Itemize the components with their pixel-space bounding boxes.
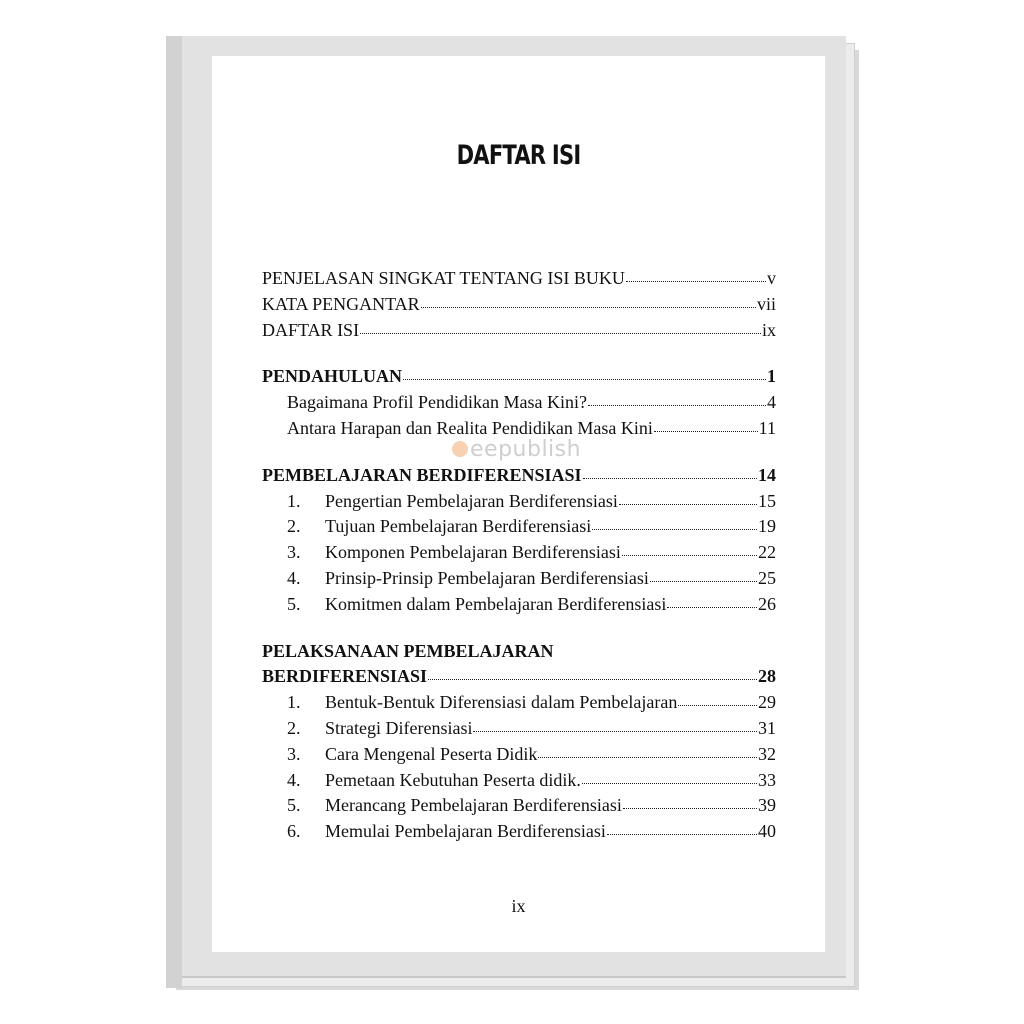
toc-entry-page: 40 (758, 821, 776, 842)
toc-entry-number: 4. (287, 567, 301, 588)
toc-chapter-page: 14 (758, 464, 776, 485)
toc-entry-label: Komponen Pembelajaran Berdiferensiasi (325, 542, 621, 563)
toc-entry-label: Memulai Pembelajaran Berdiferensiasi (325, 821, 606, 842)
toc-leader-dots (592, 529, 757, 530)
toc-entry-label: DAFTAR ISI (262, 319, 360, 340)
toc-entry (262, 491, 776, 517)
toc-entry-label: Cara Mengenal Peserta Didik (325, 743, 538, 764)
toc-chapter-title: PEMBELAJARAN BERDIFERENSIASI (262, 464, 582, 485)
toc-leader-dots (667, 607, 757, 608)
toc-entry-label: Pemetaan Kebutuhan Peserta didik. (325, 769, 581, 790)
toc-leader-dots (583, 478, 757, 479)
toc-entry (262, 692, 776, 718)
toc-entry-label: Merancang Pembelajaran Berdiferensiasi (325, 795, 622, 816)
toc-entry-page: v (767, 268, 776, 288)
toc-leader-dots (360, 333, 761, 334)
toc-entry (262, 516, 776, 542)
book-page (212, 56, 825, 952)
toc-leader-dots (678, 705, 757, 706)
toc-entry-label: Komitmen dalam Pembelajaran Berdiferensiasi (325, 593, 667, 614)
toc-entry-number: 1. (287, 490, 301, 511)
toc-entry-number: 3. (287, 743, 301, 764)
toc-entry-page: 19 (758, 516, 776, 537)
toc-entry-number: 5. (287, 593, 301, 614)
toc-entry-number: 2. (287, 516, 301, 537)
page-number: ix (511, 896, 526, 916)
toc-entry (262, 795, 776, 821)
toc-entry (262, 770, 776, 796)
table-of-contents (262, 268, 776, 847)
toc-entry-label: KATA PENGANTAR (262, 293, 420, 314)
toc-leader-dots (623, 808, 757, 809)
toc-entry-page: 25 (758, 567, 776, 588)
toc-entry-page: 33 (758, 769, 776, 790)
toc-entry-label: Tujuan Pembelajaran Berdiferensiasi (325, 516, 592, 537)
toc-entry-page: 11 (758, 417, 776, 438)
toc-entry-label: Prinsip-Prinsip Pembelajaran Berdiferensiasi (325, 567, 649, 588)
toc-entry-page: vii (756, 293, 776, 314)
toc-entry (262, 542, 776, 568)
toc-entry (262, 718, 776, 744)
toc-leader-dots (654, 431, 758, 432)
toc-entry-page: 29 (758, 692, 776, 713)
toc-entry-number: 5. (287, 795, 301, 816)
toc-entry (262, 821, 776, 847)
toc-leader-dots (428, 679, 757, 680)
toc-entry-number: 6. (287, 821, 301, 842)
toc-leader-dots (582, 783, 757, 784)
toc-entry-number: 4. (287, 769, 301, 790)
publisher-watermark (452, 437, 581, 462)
toc-entry-page: 32 (758, 743, 776, 764)
toc-chapter-page: 28 (758, 666, 776, 687)
toc-leader-dots (588, 405, 766, 406)
toc-leader-dots (650, 581, 757, 582)
toc-chapter-title: PENDAHULUAN (262, 366, 403, 387)
toc-entry-number: 2. (287, 717, 301, 738)
toc-entry-label: Strategi Diferensiasi (325, 717, 473, 738)
toc-leader-dots (538, 757, 757, 758)
toc-leader-dots (626, 281, 766, 282)
toc-entry-page: 31 (758, 717, 776, 738)
toc-chapter-page: 1 (767, 366, 776, 387)
toc-entry-page: 39 (758, 795, 776, 816)
toc-chapter-heading (262, 366, 776, 392)
toc-entry (262, 568, 776, 594)
toc-entry-label: Bagaimana Profil Pendidikan Masa Kini? (287, 392, 587, 413)
toc-chapter-heading (262, 465, 776, 491)
toc-leader-dots (622, 555, 757, 556)
toc-entry-page: ix (761, 319, 776, 340)
toc-entry-label: Bentuk-Bentuk Diferensiasi dalam Pembelajaran (325, 692, 678, 713)
toc-entry-number: 1. (287, 692, 301, 713)
toc-entry-front-1 (262, 268, 776, 294)
toc-entry-label: Antara Harapan dan Realita Pendidikan Masa Kini (287, 417, 653, 438)
toc-entry-front-2 (262, 294, 776, 320)
watermark-logo-icon (452, 441, 468, 457)
toc-leader-dots (619, 504, 757, 505)
watermark-text: eepublish (470, 437, 582, 462)
book-spine (166, 36, 182, 988)
toc-entry-page: 26 (758, 593, 776, 614)
toc-entry-label: PENJELASAN SINGKAT TENTANG ISI BUKU (262, 268, 625, 288)
toc-entry-front-3 (262, 320, 776, 346)
toc-chapter-heading (262, 666, 776, 692)
toc-leader-dots (473, 731, 757, 732)
toc-entry-page: 15 (758, 490, 776, 511)
toc-entry-label: Pengertian Pembelajaran Berdiferensiasi (325, 490, 618, 511)
page-title: DAFTAR ISI (456, 140, 581, 171)
toc-leader-dots (403, 379, 766, 380)
toc-entry (262, 392, 776, 418)
toc-entry-number: 3. (287, 542, 301, 563)
toc-leader-dots (607, 834, 757, 835)
toc-chapter-title-line: PELAKSANAAN PEMBELAJARAN (262, 640, 554, 661)
toc-entry (262, 594, 776, 620)
toc-entry (262, 744, 776, 770)
toc-entry-page: 22 (758, 542, 776, 563)
toc-leader-dots (421, 307, 756, 308)
toc-chapter-title: BERDIFERENSIASI (262, 666, 428, 687)
toc-entry-page: 4 (767, 392, 776, 413)
